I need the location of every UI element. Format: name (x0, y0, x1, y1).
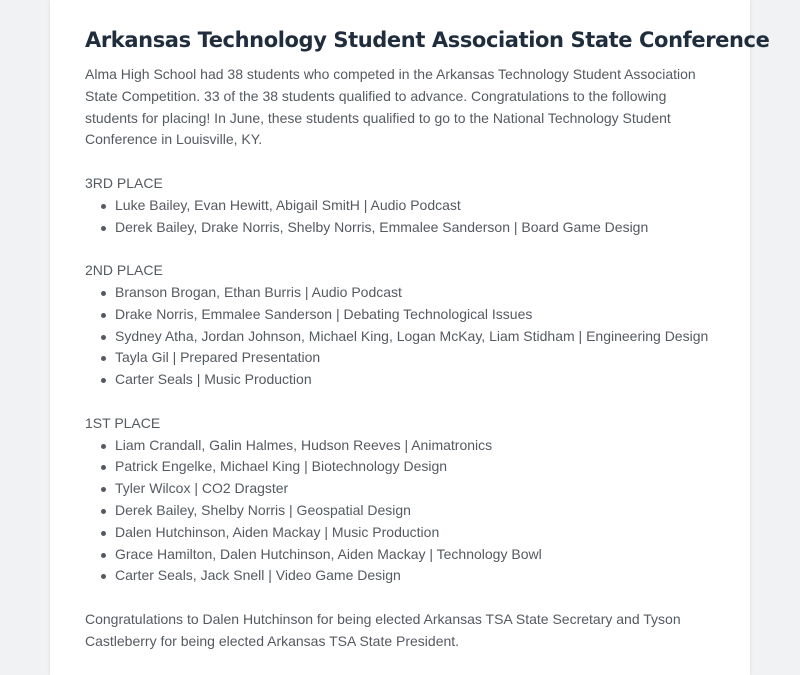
list-item: Luke Bailey, Evan Hewitt, Abigail SmitH | Audio Podcast (115, 195, 715, 217)
list-3rd-place (85, 195, 715, 239)
section-label-2nd-place: 2ND PLACE (85, 262, 163, 279)
section-label-3rd-place: 3RD PLACE (85, 174, 163, 191)
list-item: Carter Seals, Jack Snell | Video Game Design (115, 565, 715, 587)
list-item: Tayla Gil | Prepared Presentation (115, 347, 715, 369)
list-2nd-place (85, 282, 715, 391)
intro-paragraph: Alma High School had 38 students who competed in the Arkansas Technology Student Association State Competition. 33 of the 38 students qualified to advance. Congratulations to the following students for placing! In June, these students qualified to go to the National Technology Student Conference in Louisville, KY. (85, 66, 696, 148)
list-item: Grace Hamilton, Dalen Hutchinson, Aiden Mackay | Technology Bowl (115, 544, 715, 566)
section-label-1st-place: 1ST PLACE (85, 414, 161, 431)
list-item: Carter Seals | Music Production (115, 369, 715, 391)
spacer (85, 587, 715, 609)
spacer (85, 151, 715, 173)
list-item: Derek Bailey, Shelby Norris | Geospatial Design (115, 500, 715, 522)
list-item: Patrick Engelke, Michael King | Biotechnology Design (115, 456, 715, 478)
list-item: Drake Norris, Emmalee Sanderson | Debating Technological Issues (115, 304, 715, 326)
list-item: Sydney Atha, Jordan Johnson, Michael King, Logan McKay, Liam Stidham | Engineering Design (115, 326, 715, 348)
closing-paragraph: Congratulations to Dalen Hutchinson for being elected Arkansas TSA State Secretary and Tyson Castleberry for being elected Arkansas TSA State President. (85, 610, 681, 649)
list-item: Tyler Wilcox | CO2 Dragster (115, 478, 715, 500)
spacer (85, 238, 715, 260)
list-item: Derek Bailey, Drake Norris, Shelby Norris, Emmalee Sanderson | Board Game Design (115, 217, 715, 239)
list-1st-place (85, 435, 715, 588)
article-title: Arkansas Technology Student Association State Conference (85, 28, 770, 52)
list-item: Branson Brogan, Ethan Burris | Audio Podcast (115, 282, 715, 304)
list-item: Liam Crandall, Galin Halmes, Hudson Reeves | Animatronics (115, 435, 715, 457)
spacer (85, 391, 715, 413)
list-item: Dalen Hutchinson, Aiden Mackay | Music Production (115, 522, 715, 544)
article-card (50, 0, 770, 675)
